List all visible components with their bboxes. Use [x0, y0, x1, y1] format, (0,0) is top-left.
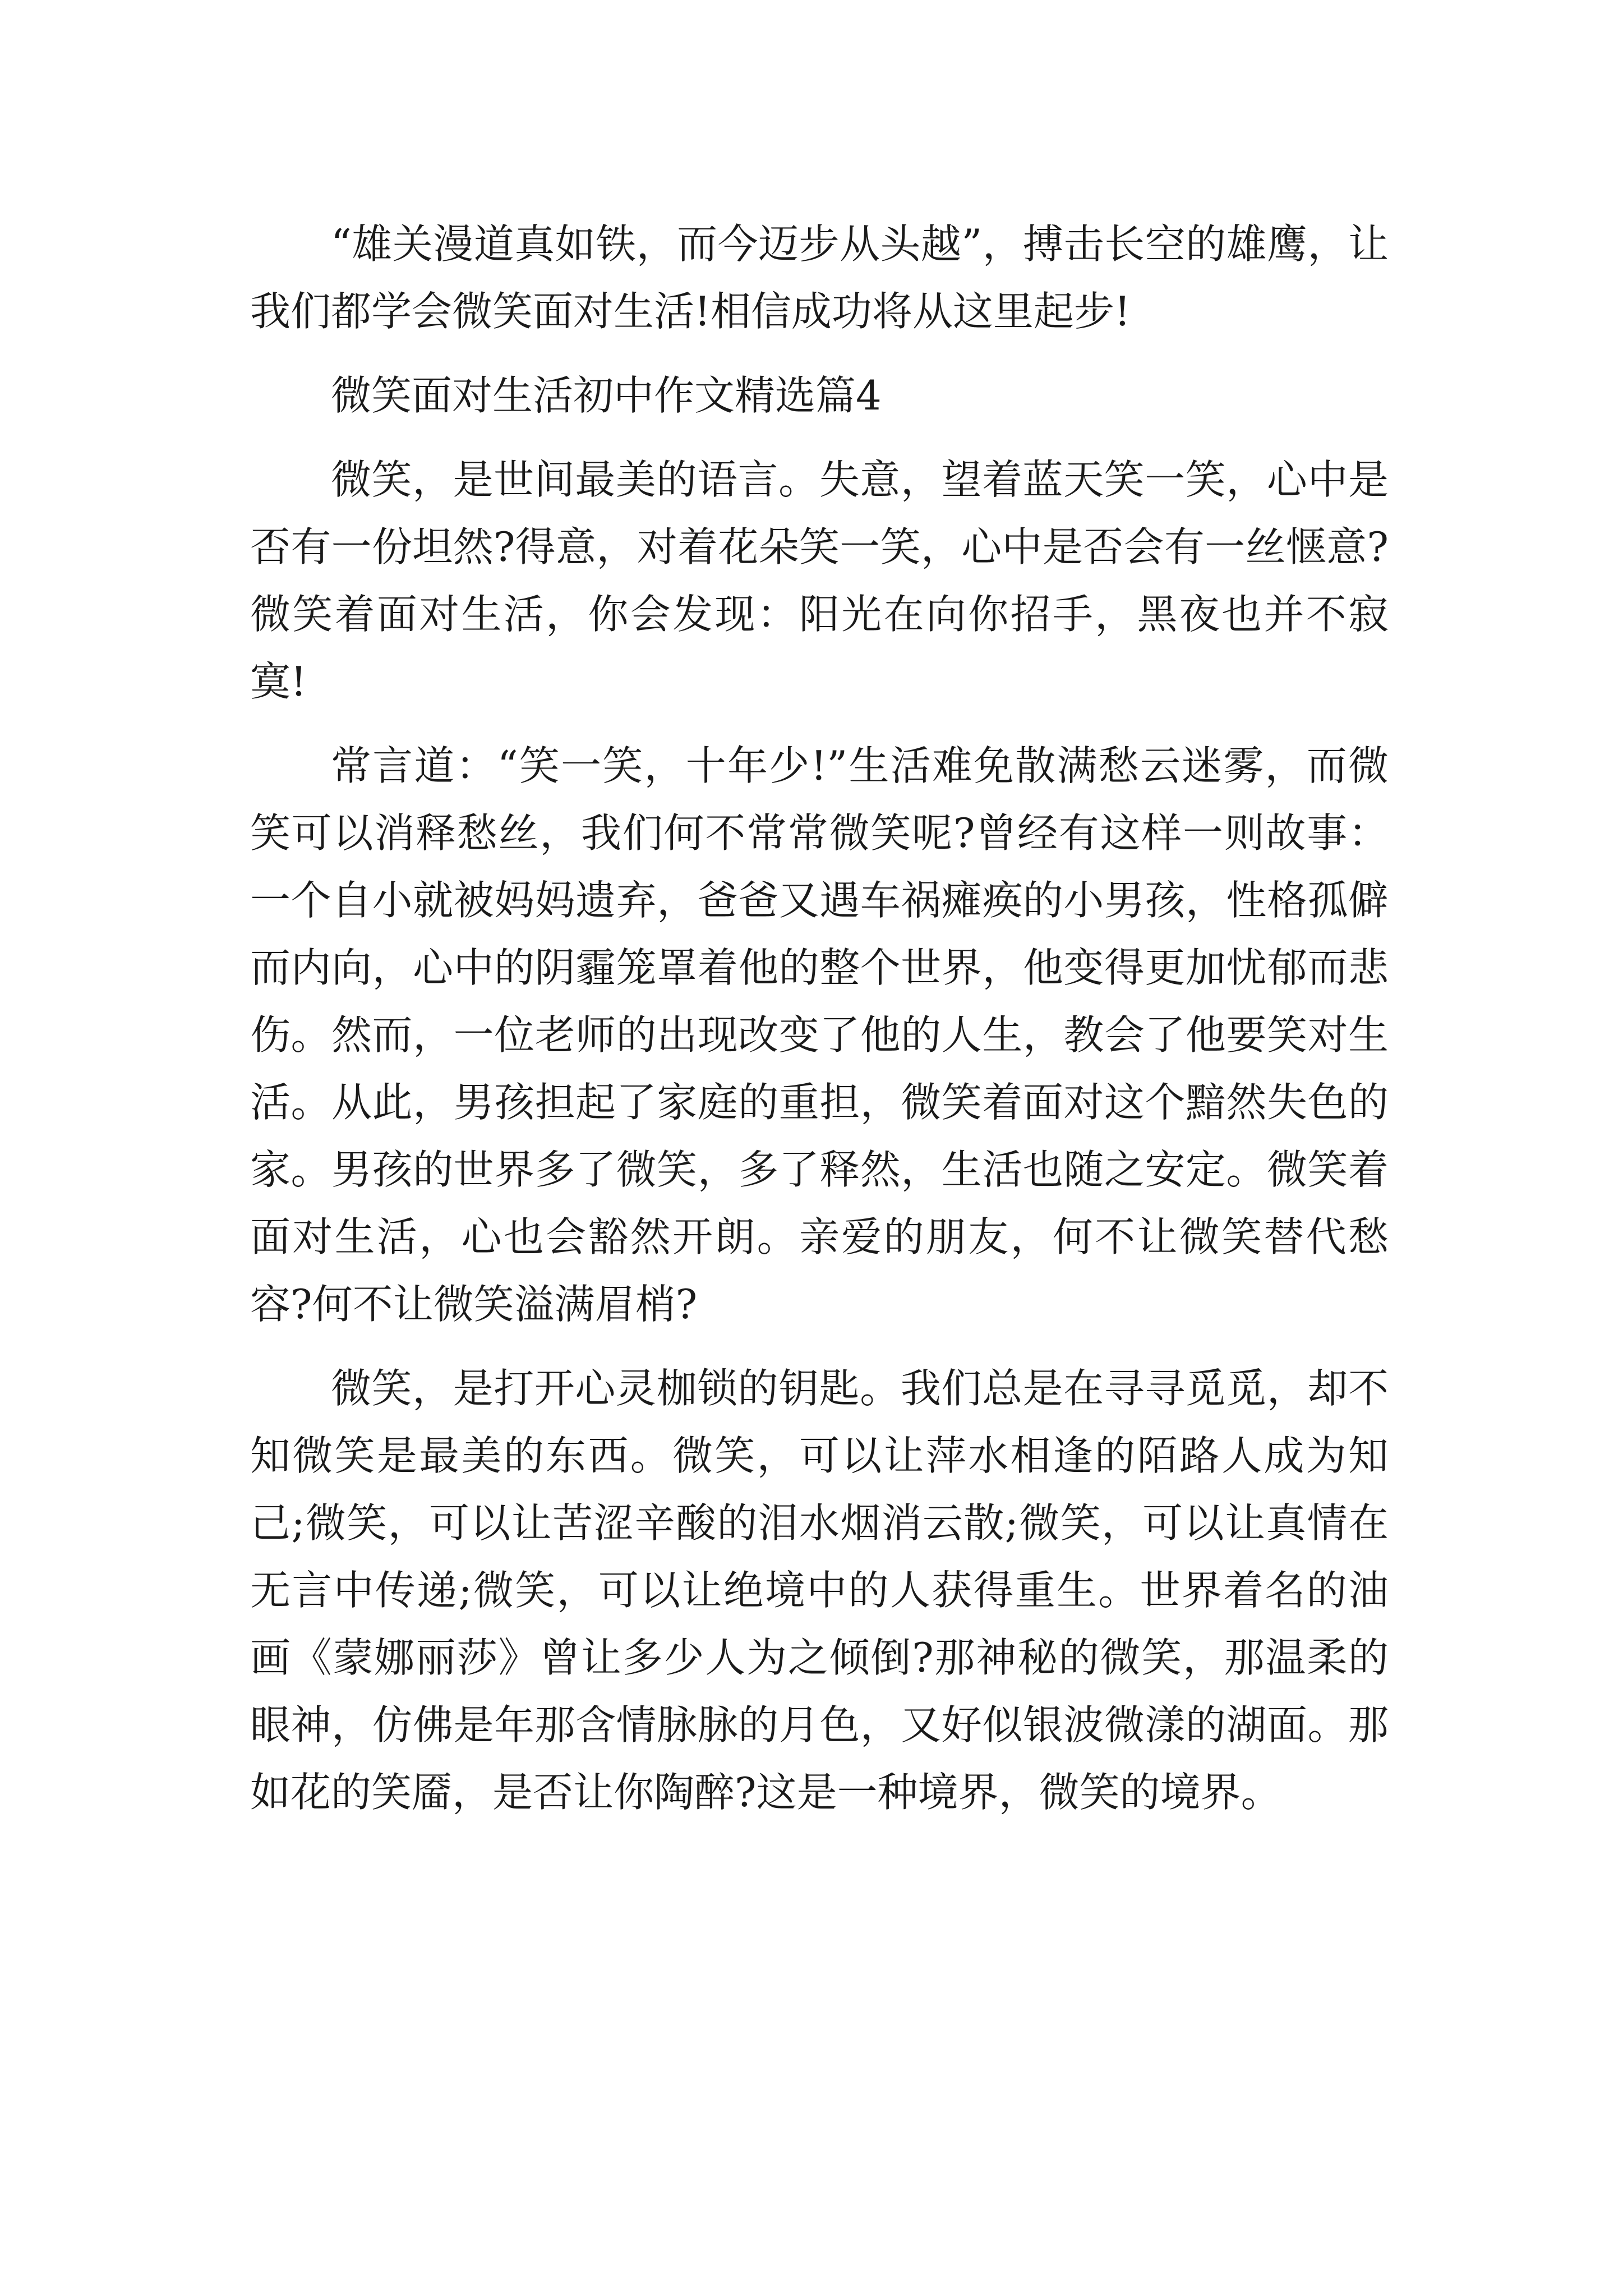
paragraph-smile-language: 微笑，是世间最美的语言。失意，望着蓝天笑一笑，心中是否有一份坦然?得意，对着花朵笑一笑，心中是否会有一丝惬意?微笑着面对生活，你会发现：阳光在向你招手，黑夜也并不寂寞!	[250, 456, 1389, 705]
essay-body	[250, 210, 1389, 1843]
paragraph-key-of-heart: 微笑，是打开心灵枷锁的钥匙。我们总是在寻寻觅觅，却不知微笑是最美的东西。微笑，可以让萍水相逢的陌路人成为知己;微笑，可以让苦涩辛酸的泪水烟消云散;微笑，可以让真情在无言中传递;微笑，可以让绝境中的人获得重生。世界着名的油画《蒙娜丽莎》曾让多少人为之倾倒?那神秘的微笑，那温柔的眼神，仿佛是年那含情脉脉的月色，又好似银波微漾的湖面。那如花的笑靥，是否让你陶醉?这是一种境界，微笑的境界。	[250, 1365, 1389, 1816]
section-heading: 微笑面对生活初中作文精选篇4	[331, 372, 882, 419]
paragraph-closing-quote: “雄关漫道真如铁，而今迈步从头越”，搏击长空的雄鹰，让我们都学会微笑面对生活!相信成功将从这里起步!	[250, 220, 1389, 335]
paragraph-story: 常言道：“笑一笑，十年少!”生活难免散满愁云迷雾，而微笑可以消释愁丝，我们何不常常微笑呢?曾经有这样一则故事：一个自小就被妈妈遗弃，爸爸又遇车祸瘫痪的小男孩，性格孤僻而内向，心中的阴霾笼罩着他的整个世界，他变得更加忧郁而悲伤。然而，一位老师的出现改变了他的人生，教会了他要笑对生活。从此，男孩担起了家庭的重担，微笑着面对这个黯然失色的家。男孩的世界多了微笑，多了释然，生活也随之安定。微笑着面对生活，心也会豁然开朗。亲爱的朋友，何不让微笑替代愁容?何不让微笑溢满眉梢?	[250, 742, 1389, 1328]
